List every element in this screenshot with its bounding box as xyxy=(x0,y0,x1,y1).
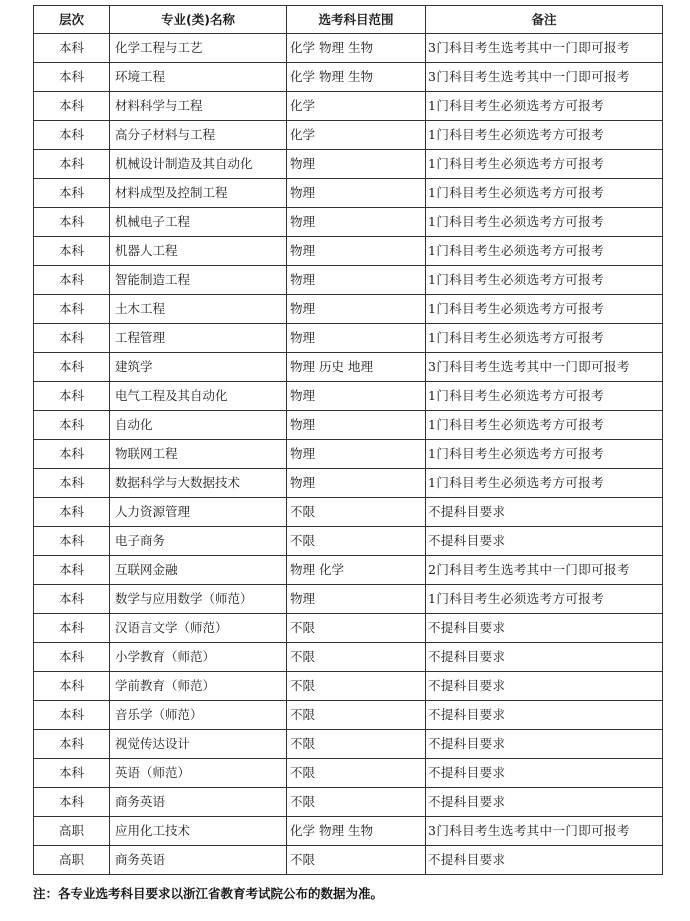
cell-subject-range: 物理 xyxy=(287,469,426,498)
cell-level: 本科 xyxy=(34,759,110,788)
table-row xyxy=(34,846,663,875)
cell-remarks: 1门科目考生必须选考方可报考 xyxy=(426,440,663,469)
cell-level: 本科 xyxy=(34,382,110,411)
cell-level: 高职 xyxy=(34,817,110,846)
table-row xyxy=(34,469,663,498)
cell-level: 本科 xyxy=(34,643,110,672)
cell-level: 本科 xyxy=(34,498,110,527)
cell-subject-range: 化学 物理 生物 xyxy=(287,34,426,63)
cell-subject-range: 化学 物理 生物 xyxy=(287,817,426,846)
cell-subject-range: 物理 xyxy=(287,411,426,440)
cell-remarks: 不提科目要求 xyxy=(426,643,663,672)
table-row xyxy=(34,498,663,527)
cell-remarks: 1门科目考生必须选考方可报考 xyxy=(426,266,663,295)
cell-major-name: 建筑学 xyxy=(110,353,287,382)
cell-level: 本科 xyxy=(34,440,110,469)
table-row xyxy=(34,440,663,469)
cell-major-name: 自动化 xyxy=(110,411,287,440)
cell-remarks: 不提科目要求 xyxy=(426,730,663,759)
table-row xyxy=(34,295,663,324)
cell-remarks: 不提科目要求 xyxy=(426,788,663,817)
footnote: 注：各专业选考科目要求以浙江省教育考试院公布的数据为准。 xyxy=(33,886,384,901)
cell-major-name: 材料科学与工程 xyxy=(110,92,287,121)
cell-subject-range: 不限 xyxy=(287,498,426,527)
table-row xyxy=(34,730,663,759)
table-row xyxy=(34,34,663,63)
header-remarks: 备注 xyxy=(426,6,663,34)
table-row xyxy=(34,63,663,92)
cell-subject-range: 化学 物理 生物 xyxy=(287,63,426,92)
subject-requirements-table xyxy=(33,5,663,875)
cell-major-name: 物联网工程 xyxy=(110,440,287,469)
table-row xyxy=(34,585,663,614)
cell-remarks: 不提科目要求 xyxy=(426,614,663,643)
cell-major-name: 英语（师范） xyxy=(110,759,287,788)
cell-remarks: 1门科目考生必须选考方可报考 xyxy=(426,324,663,353)
cell-subject-range: 不限 xyxy=(287,527,426,556)
cell-major-name: 工程管理 xyxy=(110,324,287,353)
cell-remarks: 1门科目考生必须选考方可报考 xyxy=(426,92,663,121)
table-row xyxy=(34,150,663,179)
cell-major-name: 汉语言文学（师范） xyxy=(110,614,287,643)
table-row xyxy=(34,121,663,150)
cell-remarks: 3门科目考生选考其中一门即可报考 xyxy=(426,353,663,382)
cell-subject-range: 物理 xyxy=(287,208,426,237)
cell-major-name: 视觉传达设计 xyxy=(110,730,287,759)
cell-level: 本科 xyxy=(34,63,110,92)
cell-level: 本科 xyxy=(34,527,110,556)
table-row xyxy=(34,788,663,817)
cell-major-name: 机械设计制造及其自动化 xyxy=(110,150,287,179)
cell-major-name: 数据科学与大数据技术 xyxy=(110,469,287,498)
cell-subject-range: 物理 xyxy=(287,150,426,179)
table-body xyxy=(34,34,663,875)
table-row xyxy=(34,208,663,237)
cell-major-name: 数学与应用数学（师范） xyxy=(110,585,287,614)
cell-level: 本科 xyxy=(34,353,110,382)
cell-remarks: 1门科目考生必须选考方可报考 xyxy=(426,208,663,237)
cell-subject-range: 不限 xyxy=(287,672,426,701)
table-row xyxy=(34,672,663,701)
cell-major-name: 材料成型及控制工程 xyxy=(110,179,287,208)
cell-remarks: 不提科目要求 xyxy=(426,701,663,730)
cell-level: 本科 xyxy=(34,614,110,643)
cell-subject-range: 物理 xyxy=(287,324,426,353)
cell-remarks: 不提科目要求 xyxy=(426,846,663,875)
cell-major-name: 化学工程与工艺 xyxy=(110,34,287,63)
cell-level: 本科 xyxy=(34,121,110,150)
cell-level: 本科 xyxy=(34,672,110,701)
cell-major-name: 应用化工技术 xyxy=(110,817,287,846)
cell-remarks: 1门科目考生必须选考方可报考 xyxy=(426,411,663,440)
cell-major-name: 人力资源管理 xyxy=(110,498,287,527)
table-row xyxy=(34,614,663,643)
cell-level: 本科 xyxy=(34,788,110,817)
cell-level: 本科 xyxy=(34,585,110,614)
cell-subject-range: 化学 xyxy=(287,121,426,150)
table-row xyxy=(34,643,663,672)
table-row xyxy=(34,92,663,121)
table-row xyxy=(34,411,663,440)
cell-major-name: 音乐学（师范） xyxy=(110,701,287,730)
cell-level: 本科 xyxy=(34,469,110,498)
cell-remarks: 不提科目要求 xyxy=(426,527,663,556)
table-row xyxy=(34,237,663,266)
cell-level: 本科 xyxy=(34,208,110,237)
cell-subject-range: 物理 xyxy=(287,295,426,324)
cell-major-name: 机器人工程 xyxy=(110,237,287,266)
cell-level: 本科 xyxy=(34,266,110,295)
cell-level: 本科 xyxy=(34,179,110,208)
cell-level: 本科 xyxy=(34,701,110,730)
cell-remarks: 1门科目考生必须选考方可报考 xyxy=(426,237,663,266)
cell-level: 本科 xyxy=(34,730,110,759)
cell-subject-range: 化学 xyxy=(287,92,426,121)
cell-major-name: 互联网金融 xyxy=(110,556,287,585)
cell-level: 本科 xyxy=(34,237,110,266)
cell-major-name: 学前教育（师范） xyxy=(110,672,287,701)
cell-subject-range: 不限 xyxy=(287,614,426,643)
cell-remarks: 3门科目考生选考其中一门即可报考 xyxy=(426,34,663,63)
cell-major-name: 电子商务 xyxy=(110,527,287,556)
cell-level: 本科 xyxy=(34,324,110,353)
cell-subject-range: 不限 xyxy=(287,701,426,730)
cell-subject-range: 物理 xyxy=(287,382,426,411)
cell-level: 高职 xyxy=(34,846,110,875)
cell-level: 本科 xyxy=(34,411,110,440)
cell-remarks: 1门科目考生必须选考方可报考 xyxy=(426,295,663,324)
cell-remarks: 1门科目考生必须选考方可报考 xyxy=(426,179,663,208)
cell-remarks: 3门科目考生选考其中一门即可报考 xyxy=(426,817,663,846)
table-row xyxy=(34,382,663,411)
header-level: 层次 xyxy=(34,6,110,34)
cell-major-name: 机械电子工程 xyxy=(110,208,287,237)
cell-major-name: 电气工程及其自动化 xyxy=(110,382,287,411)
table-row xyxy=(34,701,663,730)
cell-level: 本科 xyxy=(34,295,110,324)
table-row xyxy=(34,179,663,208)
cell-level: 本科 xyxy=(34,34,110,63)
cell-major-name: 环境工程 xyxy=(110,63,287,92)
cell-remarks: 1门科目考生必须选考方可报考 xyxy=(426,121,663,150)
cell-subject-range: 物理 xyxy=(287,179,426,208)
table-row xyxy=(34,556,663,585)
table-row xyxy=(34,759,663,788)
cell-remarks: 1门科目考生必须选考方可报考 xyxy=(426,382,663,411)
cell-major-name: 高分子材料与工程 xyxy=(110,121,287,150)
cell-remarks: 2门科目考生选考其中一门即可报考 xyxy=(426,556,663,585)
cell-level: 本科 xyxy=(34,150,110,179)
cell-major-name: 商务英语 xyxy=(110,846,287,875)
table-row xyxy=(34,324,663,353)
cell-subject-range: 物理 化学 xyxy=(287,556,426,585)
table-row xyxy=(34,353,663,382)
cell-subject-range: 不限 xyxy=(287,846,426,875)
table-row xyxy=(34,266,663,295)
table-header-row xyxy=(34,6,663,34)
cell-subject-range: 物理 xyxy=(287,237,426,266)
cell-remarks: 不提科目要求 xyxy=(426,498,663,527)
cell-major-name: 土木工程 xyxy=(110,295,287,324)
cell-remarks: 3门科目考生选考其中一门即可报考 xyxy=(426,63,663,92)
cell-subject-range: 物理 xyxy=(287,585,426,614)
header-subject-range: 选考科目范围 xyxy=(287,6,426,34)
cell-major-name: 小学教育（师范） xyxy=(110,643,287,672)
cell-level: 本科 xyxy=(34,556,110,585)
cell-remarks: 不提科目要求 xyxy=(426,672,663,701)
table-row xyxy=(34,527,663,556)
subject-requirements-table-container xyxy=(33,5,662,875)
cell-remarks: 不提科目要求 xyxy=(426,759,663,788)
cell-subject-range: 物理 历史 地理 xyxy=(287,353,426,382)
cell-subject-range: 物理 xyxy=(287,266,426,295)
cell-subject-range: 不限 xyxy=(287,788,426,817)
cell-remarks: 1门科目考生必须选考方可报考 xyxy=(426,469,663,498)
cell-level: 本科 xyxy=(34,92,110,121)
cell-subject-range: 物理 xyxy=(287,440,426,469)
cell-subject-range: 不限 xyxy=(287,730,426,759)
cell-subject-range: 不限 xyxy=(287,759,426,788)
cell-subject-range: 不限 xyxy=(287,643,426,672)
cell-major-name: 智能制造工程 xyxy=(110,266,287,295)
cell-remarks: 1门科目考生必须选考方可报考 xyxy=(426,150,663,179)
cell-major-name: 商务英语 xyxy=(110,788,287,817)
table-row xyxy=(34,817,663,846)
header-major-name: 专业(类)名称 xyxy=(110,6,287,34)
cell-remarks: 1门科目考生必须选考方可报考 xyxy=(426,585,663,614)
